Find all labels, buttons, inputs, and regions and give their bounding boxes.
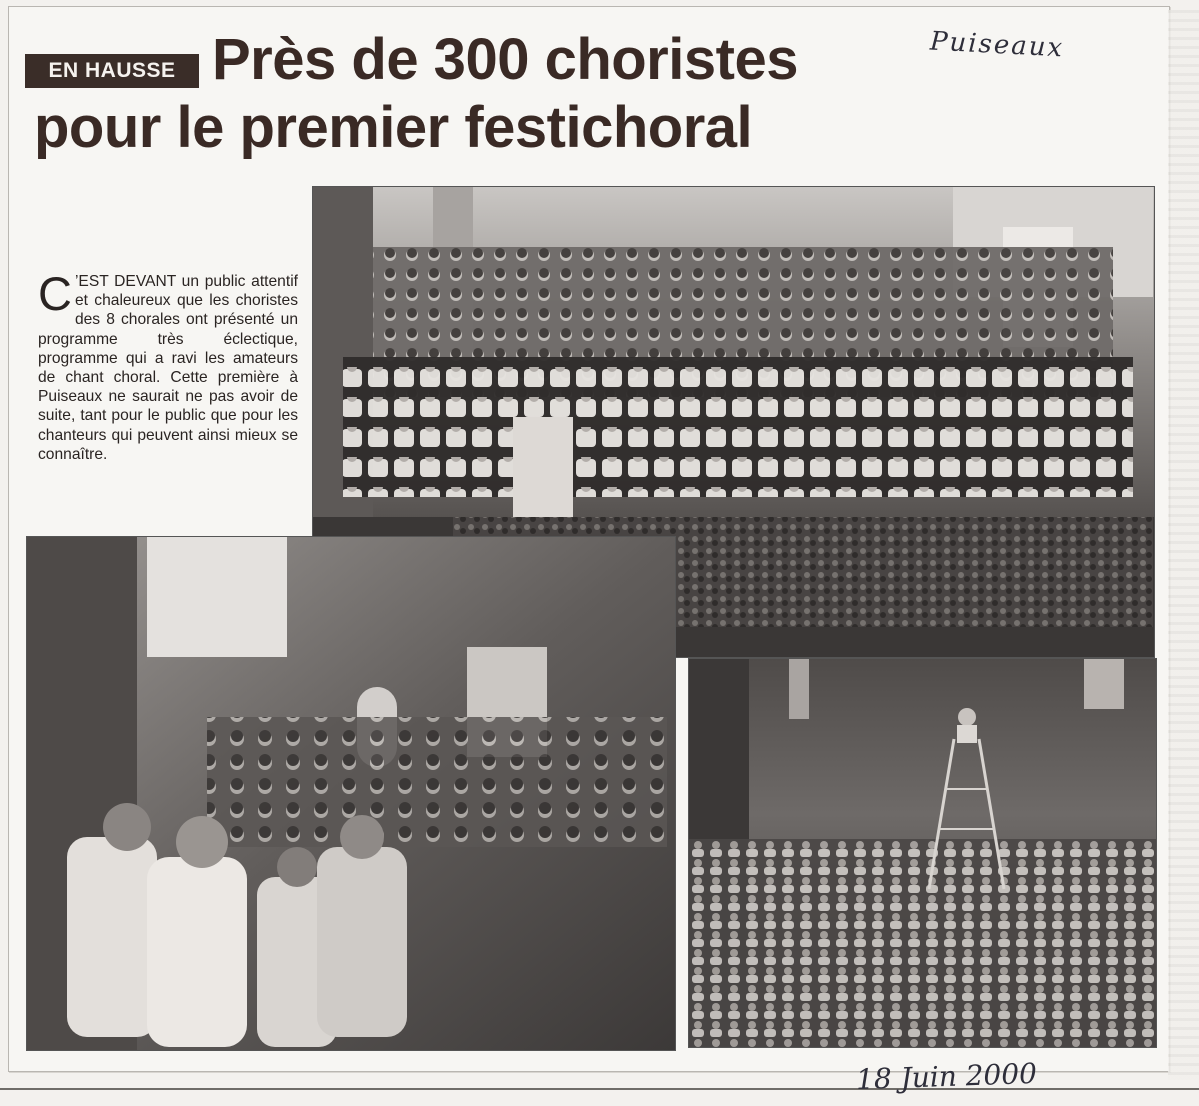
handwritten-place-note: Puiseaux (929, 26, 1065, 64)
article-body (38, 267, 298, 464)
audience-photo-right-image (689, 659, 1156, 1047)
handwritten-date-note: 18 Juin 2000 (855, 1056, 1038, 1097)
headline (34, 26, 934, 162)
drop-cap: C (38, 267, 72, 320)
choir-photo-left-image (27, 537, 675, 1050)
headline-line-2: pour le premier festichoral (34, 95, 753, 160)
kicker-label: EN HAUSSE (25, 54, 199, 88)
article-body-text: ’EST DEVANT un public attentif et chaleureux que les choristes des 8 chorales ont présenté un programme très éclectique, programme qui a ravi les amateurs de chant choral. Cette première à Puiseaux ne saurait ne pas avoir de suite, tant pour le public que pour les chanteurs qui peuvent ainsi mieux se connaître. (38, 273, 298, 463)
adjacent-page-bleed (1168, 10, 1199, 1080)
choir-photo-left (26, 536, 676, 1051)
headline-line-1: Près de 300 choristes (212, 27, 798, 92)
audience-photo-right (688, 658, 1157, 1048)
